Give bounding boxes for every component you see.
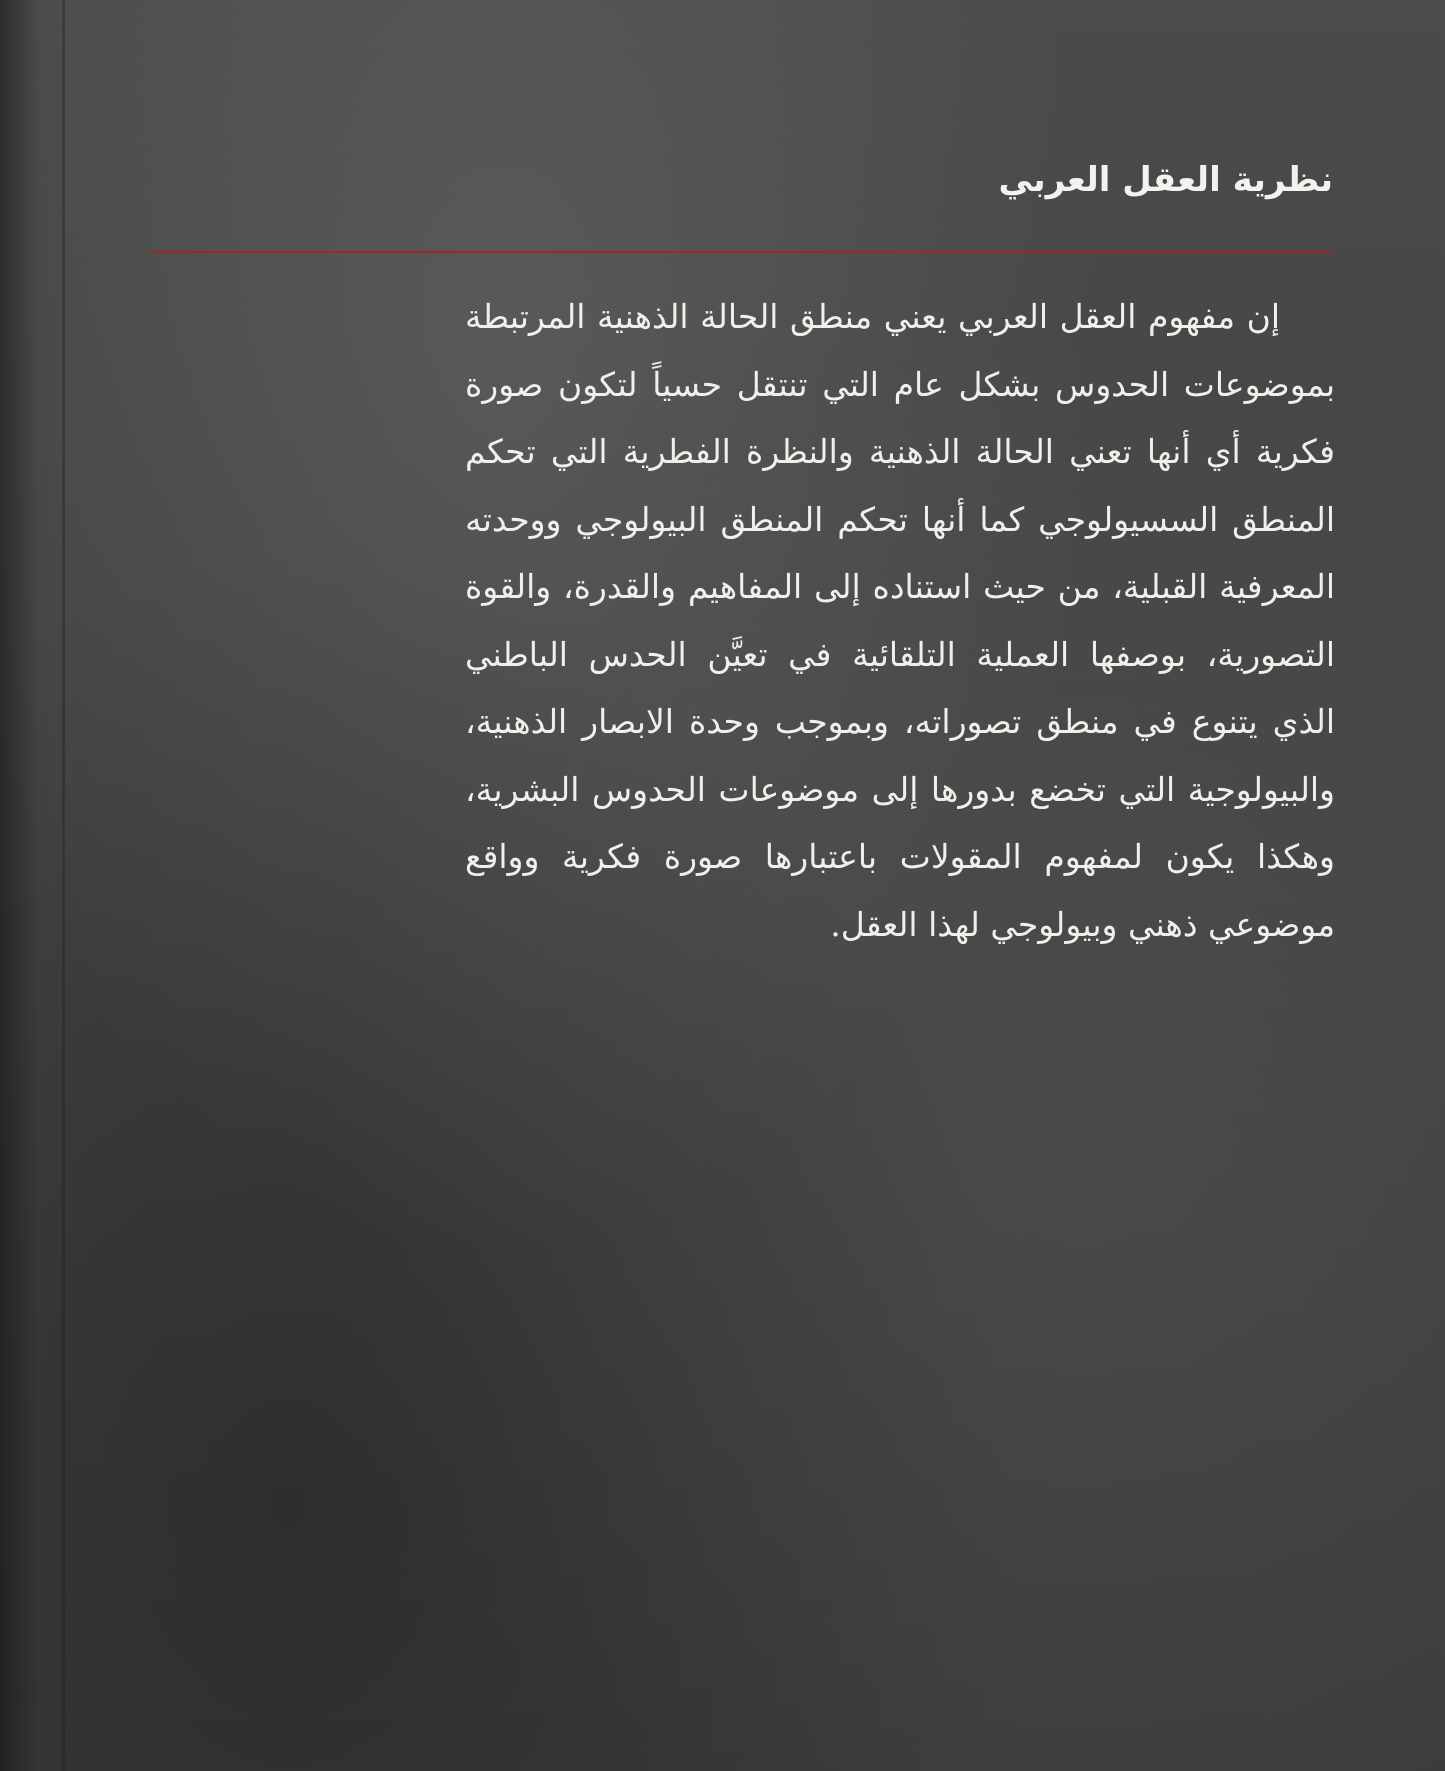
book-spine-crease [62,0,65,1771]
title-divider [150,251,1333,253]
book-spine-shadow [0,0,70,1771]
book-title: نظرية العقل العربي [998,160,1333,200]
back-cover-blurb: إن مفهوم العقل العربي يعني منطق الحالة الذهنية المرتبطة بموضوعات الحدوس بشكل عام التي تنتقل حسياً لتكون صورة فكرية أي أنها تعني الحالة الذهنية والنظرة الفطرية التي تحكم المنطق السسيولوجي كما أنها تحكم المنطق البيولوجي ووحدته المعرفية القبلية، من حيث استناده إلى المفاهيم والقدرة، والقوة التصورية، بوصفها العملية التلقائية في تعيَّن الحدس الباطني الذي يتنوع في منطق تصوراته، وبموجب وحدة الابصار الذهنية، والبيولوجية التي تخضع بدورها إلى موضوعات الحدوس البشرية، وهكذا يكون لمفهوم المقولات باعتبارها صورة فكرية وواقع موضوعي ذهني وبيولوجي لهذا العقل. [465,297,1335,944]
